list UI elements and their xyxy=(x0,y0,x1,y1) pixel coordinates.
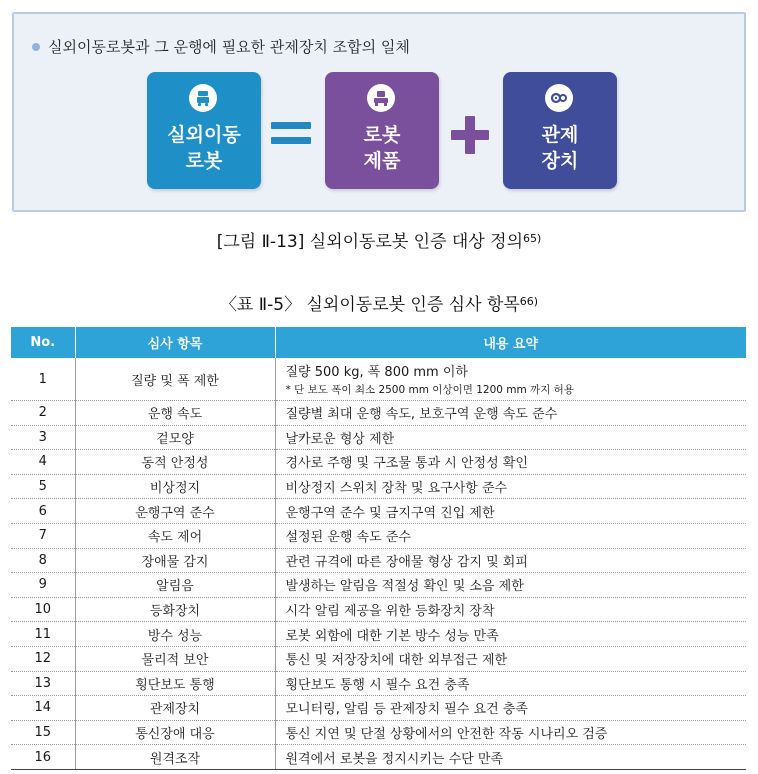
row-item: 비상정지 xyxy=(75,474,275,499)
row-summary: 로봇 외함에 대한 기본 방수 성능 만족 xyxy=(275,622,746,647)
row-no: 16 xyxy=(11,745,75,770)
row-summary: 비상정지 스위치 장착 및 요구사항 준수 xyxy=(275,474,746,499)
row-summary: 경사로 주행 및 구조물 통과 시 안정성 확인 xyxy=(275,450,746,475)
table-row xyxy=(11,358,746,401)
robot-icon xyxy=(189,84,217,112)
table-row xyxy=(11,523,746,548)
row-item: 장애물 감지 xyxy=(75,548,275,573)
figure-panel xyxy=(12,12,746,212)
row-no: 14 xyxy=(11,696,75,721)
row-summary: 통신 지연 및 단절 상황에서의 안전한 작동 시나리오 검증 xyxy=(275,720,746,745)
row-no: 13 xyxy=(11,671,75,696)
row-no: 4 xyxy=(11,450,75,475)
table-row xyxy=(11,425,746,450)
table-row xyxy=(11,573,746,598)
bullet-dot-icon xyxy=(32,43,40,51)
row-item: 동적 안정성 xyxy=(75,450,275,475)
row-summary xyxy=(275,358,746,401)
table-row xyxy=(11,401,746,426)
row-no: 6 xyxy=(11,499,75,524)
row-summary-note: * 단 보도 폭이 최소 2500 mm 이상이면 1200 mm 까지 허용 xyxy=(285,384,574,396)
row-item: 운행구역 준수 xyxy=(75,499,275,524)
row-summary: 원격에서 로봇을 정지시키는 수단 만족 xyxy=(275,745,746,770)
row-item: 등화장치 xyxy=(75,597,275,622)
review-items-table xyxy=(11,327,746,770)
row-no: 12 xyxy=(11,646,75,671)
column-header-item: 심사 항목 xyxy=(75,327,275,358)
row-no: 8 xyxy=(11,548,75,573)
row-item: 운행 속도 xyxy=(75,401,275,426)
row-no: 11 xyxy=(11,622,75,647)
column-header-no: No. xyxy=(11,327,75,358)
row-item: 방수 성능 xyxy=(75,622,275,647)
robot-product-box xyxy=(325,72,439,189)
table-title-text: 〈표 Ⅱ-5〉 실외이동로봇 인증 심사 항목 xyxy=(219,295,520,315)
column-header-summary: 내용 요약 xyxy=(275,327,746,358)
table-header-row xyxy=(11,327,746,358)
figure-caption-footnote: 65) xyxy=(523,232,542,245)
figure-caption-text: [그림 Ⅱ-13] 실외이동로봇 인증 대상 정의 xyxy=(216,232,524,252)
table-row xyxy=(11,450,746,475)
table-row xyxy=(11,745,746,770)
gears-icon xyxy=(545,84,573,112)
table-row xyxy=(11,622,746,647)
row-item: 물리적 보안 xyxy=(75,646,275,671)
table-row xyxy=(11,671,746,696)
row-no: 5 xyxy=(11,474,75,499)
box-label-line2: 로봇 xyxy=(185,150,223,172)
table-row xyxy=(11,696,746,721)
row-no: 9 xyxy=(11,573,75,598)
row-no: 2 xyxy=(11,401,75,426)
row-summary: 모니터링, 알림 등 관제장치 필수 요건 충족 xyxy=(275,696,746,721)
figure-bullet-text: 실외이동로봇과 그 운행에 필요한 관제장치 조합의 일체 xyxy=(48,38,410,56)
row-item: 통신장애 대응 xyxy=(75,720,275,745)
row-no: 10 xyxy=(11,597,75,622)
row-no: 15 xyxy=(11,720,75,745)
row-no: 1 xyxy=(11,358,75,401)
equals-sign xyxy=(271,122,311,152)
row-no: 7 xyxy=(11,523,75,548)
box-label-line1: 관제 xyxy=(541,124,579,146)
box-label-line1: 실외이동 xyxy=(167,124,241,146)
robot-product-icon xyxy=(367,84,395,112)
table-row xyxy=(11,720,746,745)
table-row xyxy=(11,548,746,573)
table-title xyxy=(0,290,758,315)
row-item: 알림음 xyxy=(75,573,275,598)
row-summary: 운행구역 준수 및 금지구역 진입 제한 xyxy=(275,499,746,524)
row-item: 원격조작 xyxy=(75,745,275,770)
box-label-line2: 제품 xyxy=(363,150,401,172)
box-label-line1: 로봇 xyxy=(363,124,401,146)
table-row xyxy=(11,597,746,622)
table-row xyxy=(11,499,746,524)
row-summary: 통신 및 저장장치에 대한 외부접근 제한 xyxy=(275,646,746,671)
row-item: 속도 제어 xyxy=(75,523,275,548)
table-row xyxy=(11,646,746,671)
row-summary: 설정된 운행 속도 준수 xyxy=(275,523,746,548)
plus-sign xyxy=(451,116,489,154)
row-summary: 시각 알림 제공을 위한 등화장치 장착 xyxy=(275,597,746,622)
row-item: 횡단보도 통행 xyxy=(75,671,275,696)
row-item: 겉모양 xyxy=(75,425,275,450)
row-item: 관제장치 xyxy=(75,696,275,721)
row-item: 질량 및 폭 제한 xyxy=(75,358,275,401)
figure-caption xyxy=(0,227,758,252)
row-summary-text: 질량 500 kg, 폭 800 mm 이하 xyxy=(285,365,468,380)
row-no: 3 xyxy=(11,425,75,450)
row-summary: 질량별 최대 운행 속도, 보호구역 운행 속도 준수 xyxy=(275,401,746,426)
control-device-box xyxy=(503,72,617,189)
figure-bullet-line xyxy=(32,36,410,57)
row-summary: 관련 규격에 따른 장애물 형상 감지 및 회피 xyxy=(275,548,746,573)
outdoor-robot-box xyxy=(147,72,261,189)
row-summary: 횡단보도 통행 시 필수 요건 충족 xyxy=(275,671,746,696)
box-label-line2: 장치 xyxy=(541,150,579,172)
row-summary: 날카로운 형상 제한 xyxy=(275,425,746,450)
row-summary: 발생하는 알림음 적절성 확인 및 소음 제한 xyxy=(275,573,746,598)
table-row xyxy=(11,474,746,499)
table-title-footnote: 66) xyxy=(519,295,539,308)
